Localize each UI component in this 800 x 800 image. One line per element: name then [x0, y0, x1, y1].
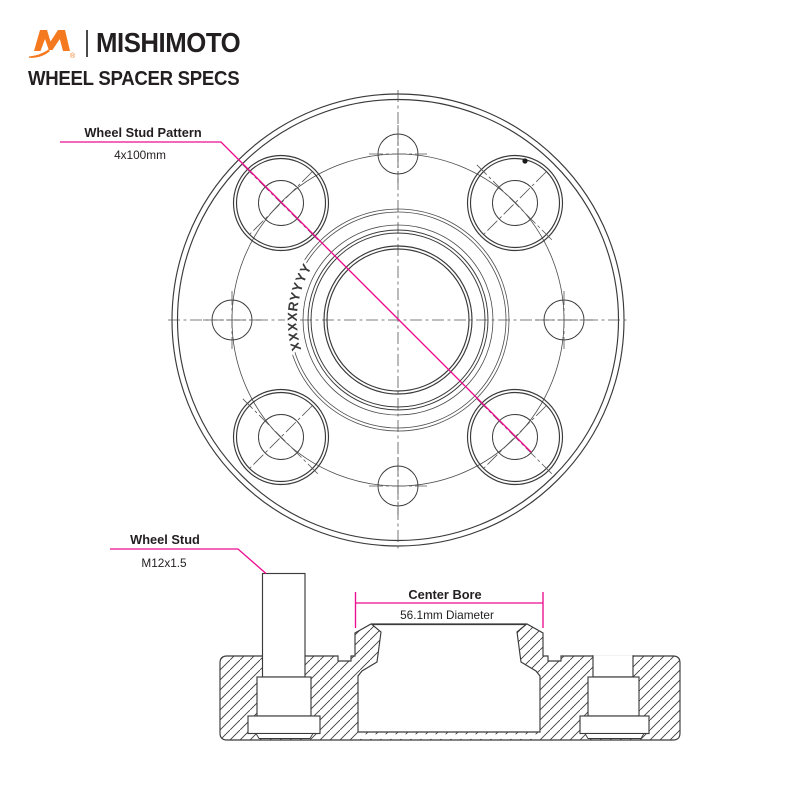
- front-view: [60, 90, 628, 550]
- small-hole-bottom: [369, 457, 427, 515]
- section-view: [110, 532, 680, 740]
- etched-part-number: XXXXRYYYY: [284, 260, 315, 353]
- page-title: WHEEL SPACER SPECS: [28, 68, 240, 90]
- stud-hole-bottom-right: [446, 368, 585, 507]
- small-hole-right: [535, 291, 593, 349]
- stud-pattern-value: 4x100mm: [114, 148, 166, 162]
- stud-hole-top-left: [212, 134, 351, 273]
- wheel-stud-leader-line: [110, 549, 266, 574]
- small-hole-left: [203, 291, 261, 349]
- wheel-stud-label: Wheel Stud: [130, 532, 200, 547]
- stud-hole-bottom-left: [212, 368, 351, 507]
- reference-dot: [522, 158, 527, 163]
- stud-hole-top-right: [446, 134, 585, 273]
- stud-pattern-label: Wheel Stud Pattern: [84, 125, 202, 140]
- registered-mark: ®: [70, 53, 76, 60]
- wheel-stud-value: M12x1.5: [141, 556, 187, 570]
- center-bore-label: Center Bore: [408, 587, 482, 602]
- small-hole-top: [369, 125, 427, 183]
- center-bore-profile: [358, 625, 540, 732]
- brand-name: MISHIMOTO: [96, 27, 241, 58]
- center-bore-value: 56.1mm Diameter: [400, 608, 494, 622]
